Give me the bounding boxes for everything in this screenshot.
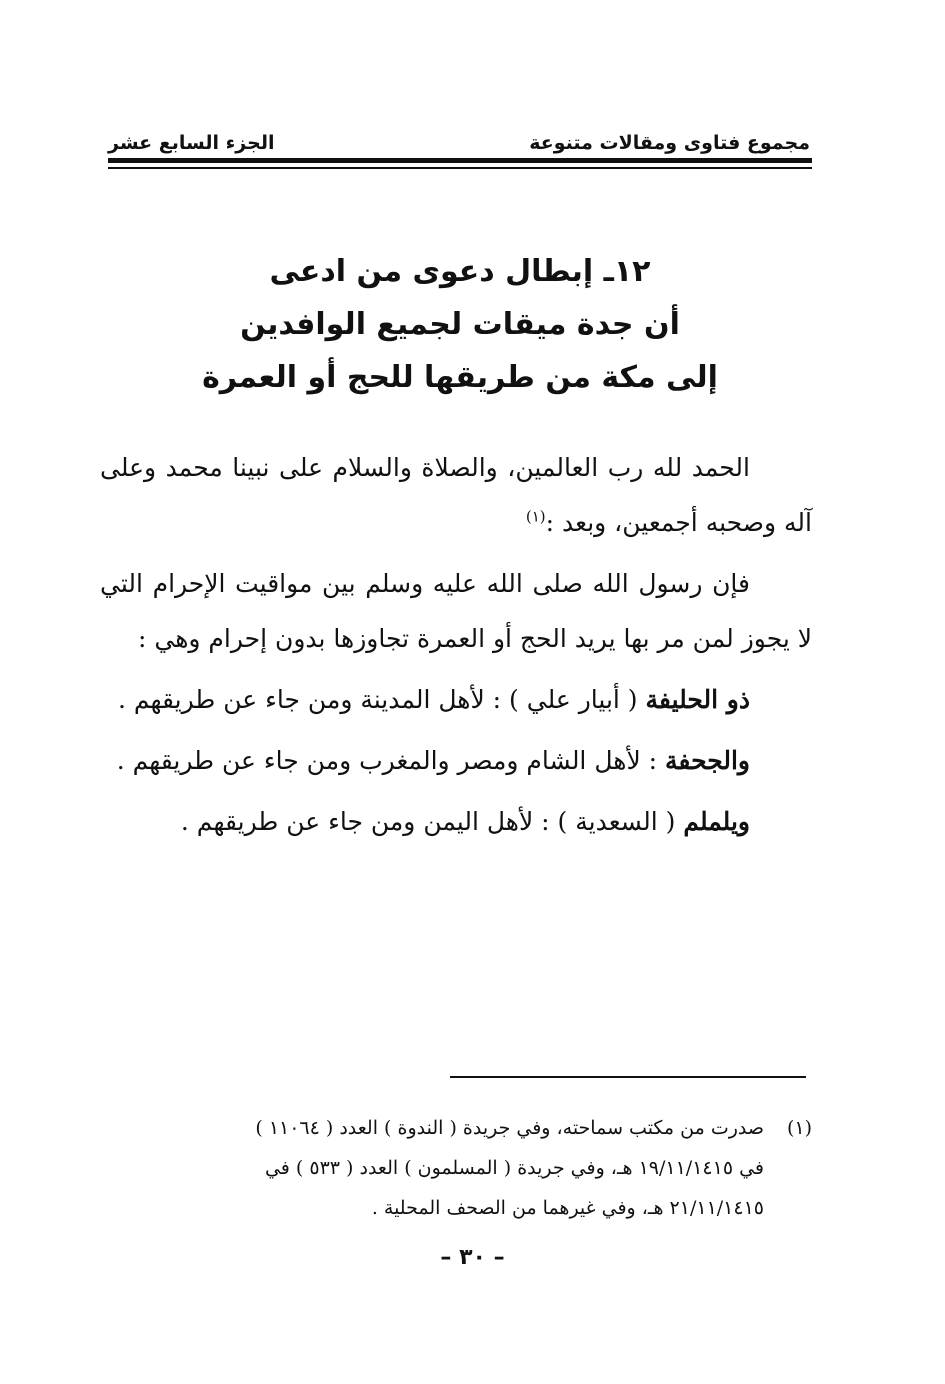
paragraph-juhfah: [100, 733, 812, 788]
miqat-desc-yalamlam: ( السعدية ) : لأهل اليمن ومن جاء عن طريقهم .: [180, 807, 684, 836]
footnote-line-1: [100, 1108, 812, 1148]
footnote-reference: (١): [525, 507, 546, 526]
footnote: [100, 1108, 812, 1228]
page-number: – ٣٠ –: [440, 1245, 505, 1270]
footnote-number: (١): [786, 1117, 812, 1139]
footnote-line-3: ٢١/١١/١٤١٥ هـ، وفي غيرهما من الصحف المحلية .: [371, 1197, 764, 1219]
footnote-text-1: صدرت من مكتب سماحته، وفي جريدة ( الندوة ) العدد ( ١١٠٦٤ ): [255, 1117, 764, 1139]
running-header: [108, 118, 810, 154]
paragraph-mawaqit-intro: فإن رسول الله صلى الله عليه وسلم بين مواقيت الإحرام التي لا يجوز لمن مر بها يريد الحج أو العمرة تجاوزها بدون إحرام وهي :: [100, 569, 812, 653]
header-volume: الجزء السابع عشر: [108, 132, 275, 154]
miqat-desc-juhfah: : لأهل الشام ومصر والمغرب ومن جاء عن طريقهم .: [116, 746, 666, 775]
opening-text: الحمد لله رب العالمين، والصلاة والسلام على نبينا محمد وعلى آله وصحبه أجمعين، وبعد :: [100, 453, 812, 537]
miqat-desc-dhul-hulayfah: ( أبيار علي ) : لأهل المدينة ومن جاء عن طريقهم .: [117, 685, 646, 714]
paragraph-dhul-hulayfah: [100, 672, 812, 727]
miqat-name-dhul-hulayfah: ذو الحليفة: [645, 685, 750, 714]
header-rule-thin: [108, 167, 812, 169]
header-book-title: مجموع فتاوى ومقالات متنوعة: [529, 132, 810, 154]
title-line-3: إلى مكة من طريقها للحج أو العمرة: [202, 360, 718, 395]
paragraph-yalamlam: [100, 794, 812, 849]
article-title: [140, 245, 780, 404]
title-line-2: أن جدة ميقات لجميع الوافدين: [240, 307, 680, 342]
header-rule-thick: [108, 158, 812, 163]
footnote-line-2: في ١٩/١١/١٤١٥ هـ، وفي جريدة ( المسلمون ) العدد ( ٥٣٣ ) في: [264, 1157, 764, 1179]
title-line-1: ١٢ـ إبطال دعوى من ادعى: [269, 254, 651, 289]
footnote-separator: [450, 1076, 806, 1078]
paragraph-opening: [100, 440, 812, 550]
article-body: [100, 440, 812, 855]
miqat-name-juhfah: والجحفة: [665, 746, 750, 775]
miqat-name-yalamlam: ويلملم: [683, 807, 750, 836]
